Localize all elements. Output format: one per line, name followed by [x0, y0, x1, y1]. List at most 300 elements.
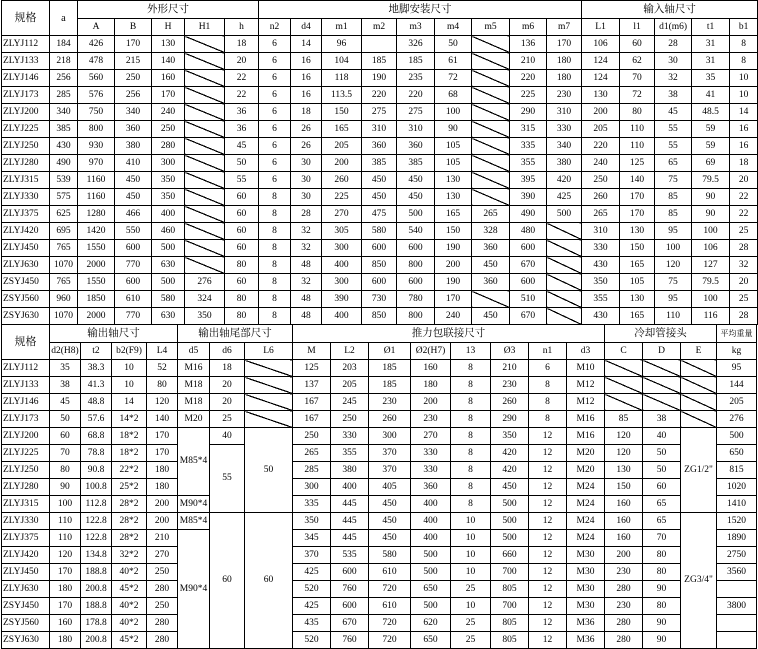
table-cell: 12: [529, 513, 567, 530]
table-cell: 230: [369, 394, 411, 411]
table-cell: 110: [50, 513, 81, 530]
table-cell: 500: [411, 598, 451, 615]
table-cell: 200: [411, 394, 451, 411]
table-cell: 80: [225, 257, 259, 274]
table-cell: 230: [411, 411, 451, 428]
table-cell: 72: [620, 87, 655, 104]
col-header: H: [152, 19, 185, 36]
table-cell: 520: [293, 632, 331, 649]
table-cell: 68: [435, 87, 472, 104]
table-cell: 395: [510, 172, 547, 189]
table-cell: 215: [115, 53, 152, 70]
table-cell: 350: [293, 513, 331, 530]
table-cell: 25: [451, 632, 491, 649]
table-cell: 425: [293, 598, 331, 615]
col-header: n2: [259, 19, 291, 36]
table-cell: 360: [472, 240, 510, 257]
table-cell: 280: [152, 138, 185, 155]
table-cell: 32: [730, 257, 758, 274]
table-cell: 600: [115, 274, 152, 291]
table-cell: 8: [259, 189, 291, 206]
table-cell: 300: [322, 240, 362, 257]
col-p3: Ø3: [491, 343, 529, 360]
table-cell: 188.8: [81, 598, 112, 615]
row-spec: ZLYJ133: [2, 377, 50, 394]
table-cell: 760: [331, 632, 369, 649]
table-cell: 310: [397, 121, 435, 138]
table-cell: 490: [50, 155, 78, 172]
table-cell: 535: [331, 547, 369, 564]
table-row: [2, 274, 758, 291]
table-cell: M30: [567, 581, 605, 598]
table-cell: 276: [185, 274, 225, 291]
table-cell: 280: [147, 581, 178, 598]
table-cell: 580: [369, 547, 411, 564]
row-spec: ZLYJ330: [2, 513, 50, 530]
table-cell: 130: [435, 172, 472, 189]
table-cell: 20: [210, 377, 245, 394]
row-spec: ZLYJ420: [2, 223, 50, 240]
table-cell: 170: [115, 36, 152, 53]
col-d6: d6: [210, 343, 245, 360]
table-cell: 8: [259, 308, 291, 325]
table-cell: 500: [491, 530, 529, 547]
table-cell: 10: [451, 564, 491, 581]
table-cell: 140: [620, 172, 655, 189]
outline-dims-header: 外形尺寸: [78, 1, 259, 19]
table-cell: 360: [115, 121, 152, 138]
table-cell: 12: [529, 615, 567, 632]
table-cell: 450: [397, 172, 435, 189]
table-cell: 32: [291, 274, 322, 291]
table-cell: 270: [411, 428, 451, 445]
table-cell: [472, 121, 510, 138]
table-cell: [185, 138, 225, 155]
table-row: [2, 206, 758, 223]
table-cell: 120: [605, 445, 643, 462]
table-cell: 28*2: [112, 496, 147, 513]
table-cell: 600: [331, 598, 369, 615]
table-cell: 180: [547, 70, 582, 87]
col-header: H1: [185, 19, 225, 36]
table-cell: 100: [435, 104, 472, 121]
table-cell: 113.5: [322, 87, 362, 104]
table-cell: [717, 632, 757, 649]
table-cell: 450: [115, 189, 152, 206]
row-spec: ZLYJ375: [2, 530, 50, 547]
table-cell: 330: [547, 121, 582, 138]
col-header: m1: [322, 19, 362, 36]
table-cell: [681, 360, 717, 377]
table-row: [2, 564, 757, 581]
table-cell: 185: [369, 360, 411, 377]
table-cell: [681, 377, 717, 394]
row-spec: ZSYJ630: [2, 632, 50, 649]
table-cell: 240: [435, 308, 472, 325]
col-l6: L6: [245, 343, 293, 360]
table-cell: 600: [397, 274, 435, 291]
table-cell: 75: [655, 274, 692, 291]
output-shaft-header: 输出轴尺寸: [50, 325, 178, 343]
table-cell: [547, 291, 582, 308]
table-cell: 1850: [78, 291, 115, 308]
table-cell: 68.8: [81, 428, 112, 445]
merged-cell: 50: [245, 428, 293, 513]
table-cell: 85: [605, 411, 643, 428]
spec-header-2: 规格: [2, 325, 50, 360]
table-cell: 8: [451, 377, 491, 394]
table-cell: 20: [225, 53, 259, 70]
col-l2: L2: [331, 343, 369, 360]
table-cell: 6: [259, 172, 291, 189]
table-cell: 350: [491, 428, 529, 445]
table-cell: [185, 53, 225, 70]
table-cell: 110: [50, 530, 81, 547]
row-spec: ZLYJ450: [2, 564, 50, 581]
row-spec: ZLYJ200: [2, 428, 50, 445]
table-cell: 750: [78, 104, 115, 121]
col-header: b1: [730, 19, 758, 36]
table-cell: 40*2: [112, 615, 147, 632]
table-cell: 1160: [78, 189, 115, 206]
table-cell: 188.8: [81, 564, 112, 581]
table-cell: 420: [491, 445, 529, 462]
table-cell: 6: [259, 138, 291, 155]
table-cell: 500: [152, 274, 185, 291]
table-cell: 105: [435, 138, 472, 155]
table-cell: 6: [529, 360, 567, 377]
row-spec: ZLYJ200: [2, 104, 50, 121]
table-row: [2, 428, 757, 445]
table-cell: 14*2: [112, 411, 147, 428]
table-cell: 130: [620, 223, 655, 240]
table-cell: 180: [147, 462, 178, 479]
table-cell: 80: [147, 377, 178, 394]
table-cell: 210: [147, 530, 178, 547]
thread-cell: M90*4: [178, 496, 210, 513]
table-cell: 445: [331, 513, 369, 530]
row-spec: ZSYJ450: [2, 274, 50, 291]
table-cell: 112.8: [81, 496, 112, 513]
table-row: [2, 377, 757, 394]
col-n1: n1: [529, 343, 567, 360]
table-cell: 18: [225, 36, 259, 53]
table-cell: 8: [451, 394, 491, 411]
table-cell: 450: [369, 496, 411, 513]
table-cell: 10: [451, 513, 491, 530]
row-spec: ZLYJ450: [2, 240, 50, 257]
table-cell: 8: [451, 411, 491, 428]
table-cell: M30: [567, 598, 605, 615]
table-cell: 100: [655, 240, 692, 257]
table-cell: 385: [362, 155, 397, 172]
table-cell: 59: [692, 121, 730, 138]
pipe-cell: ZG3/4": [681, 513, 717, 649]
table-cell: 160: [50, 615, 81, 632]
table-cell: 18: [210, 360, 245, 377]
table-cell: 32: [291, 223, 322, 240]
table-cell: 250: [147, 598, 178, 615]
table-cell: 22: [225, 70, 259, 87]
table-cell: 330: [331, 428, 369, 445]
table-row: [2, 53, 758, 70]
row-spec: ZLYJ146: [2, 394, 50, 411]
table-cell: 40*2: [112, 598, 147, 615]
table-cell: 22*2: [112, 462, 147, 479]
table-cell: 670: [510, 257, 547, 274]
table-cell: [547, 308, 582, 325]
table-cell: [185, 87, 225, 104]
table-cell: 450: [491, 479, 529, 496]
table-cell: 425: [293, 564, 331, 581]
col-header: A: [78, 19, 115, 36]
table-cell: 25: [730, 291, 758, 308]
table-cell: 60: [225, 223, 259, 240]
table-cell: 800: [397, 308, 435, 325]
merged-cell: 60: [245, 513, 293, 649]
col-header: m6: [510, 19, 547, 36]
table-cell: 127: [692, 257, 730, 274]
table-row: [2, 462, 757, 479]
table-cell: 180: [147, 479, 178, 496]
table-cell: 345: [293, 530, 331, 547]
table-row: [2, 240, 758, 257]
table-cell: 48: [291, 308, 322, 325]
table-cell: 930: [78, 138, 115, 155]
table-cell: 122.8: [81, 530, 112, 547]
table-cell: M24: [567, 513, 605, 530]
table-cell: 6: [259, 104, 291, 121]
table-cell: 2000: [78, 308, 115, 325]
table-cell: 28: [291, 206, 322, 223]
table-cell: 6: [259, 155, 291, 172]
table-cell: 310: [362, 121, 397, 138]
table-cell: 167: [293, 411, 331, 428]
table-row: [2, 632, 757, 649]
table-cell: 31: [692, 36, 730, 53]
table-cell: 400: [331, 479, 369, 496]
table-cell: 12: [529, 479, 567, 496]
table-cell: [643, 360, 681, 377]
table-cell: 14: [112, 394, 147, 411]
row-spec: ZLYJ225: [2, 445, 50, 462]
table-cell: 670: [510, 308, 547, 325]
table-cell: 105: [620, 274, 655, 291]
table-row: [2, 360, 757, 377]
table-cell: 660: [491, 547, 529, 564]
table-cell: 60: [225, 274, 259, 291]
table-cell: 360: [411, 479, 451, 496]
table-cell: 450: [397, 189, 435, 206]
table-cell: 380: [115, 138, 152, 155]
table-cell: 260: [369, 411, 411, 428]
table-cell: 190: [362, 70, 397, 87]
col-t2: t2: [81, 343, 112, 360]
table-cell: 230: [605, 564, 643, 581]
table-cell: 90: [435, 121, 472, 138]
table-cell: 430: [50, 138, 78, 155]
table-cell: 106: [692, 240, 730, 257]
table-cell: 69: [692, 155, 730, 172]
table-cell: 426: [78, 36, 115, 53]
table-cell: 22: [730, 189, 758, 206]
table-cell: 8: [529, 394, 567, 411]
table-cell: 475: [362, 206, 397, 223]
table-cell: 16: [730, 121, 758, 138]
table-cell: 96: [322, 36, 362, 53]
table-cell: 150: [605, 479, 643, 496]
table-cell: 28: [655, 36, 692, 53]
table-cell: 610: [369, 564, 411, 581]
table-cell: 10: [112, 360, 147, 377]
col-e: E: [681, 343, 717, 360]
table-cell: 106: [582, 36, 620, 53]
table-cell: 260: [322, 172, 362, 189]
table-cell: 220: [397, 87, 435, 104]
table-cell: 6: [259, 70, 291, 87]
col-l4: L4: [147, 343, 178, 360]
table-cell: 280: [605, 615, 643, 632]
table-cell: [605, 394, 643, 411]
table-cell: 970: [78, 155, 115, 172]
row-spec: ZLYJ250: [2, 462, 50, 479]
table-cell: 41.3: [81, 377, 112, 394]
table-cell: 400: [411, 513, 451, 530]
table-cell: 167: [293, 394, 331, 411]
merged-cell: 60: [210, 513, 245, 649]
table-cell: 38: [50, 377, 81, 394]
table-cell: [547, 240, 582, 257]
table-cell: 65: [643, 513, 681, 530]
table-cell: 490: [510, 206, 547, 223]
table-cell: 700: [491, 598, 529, 615]
table-cell: M16: [567, 428, 605, 445]
table-cell: 335: [510, 138, 547, 155]
table-cell: [472, 189, 510, 206]
table-cell: 200.8: [81, 632, 112, 649]
table-cell: 203: [331, 360, 369, 377]
table-cell: 218: [50, 53, 78, 70]
table-cell: 170: [547, 36, 582, 53]
table-cell: 45: [655, 104, 692, 121]
table-cell: 8: [259, 223, 291, 240]
table-cell: M24: [567, 496, 605, 513]
table-cell: 280: [605, 632, 643, 649]
table-cell: 10: [112, 377, 147, 394]
table-cell: 380: [547, 155, 582, 172]
table-cell: 120: [147, 394, 178, 411]
table-cell: M30: [567, 564, 605, 581]
table-cell: 140: [147, 411, 178, 428]
table-cell: 10: [451, 547, 491, 564]
table-cell: 10: [730, 70, 758, 87]
table-cell: 57.6: [81, 411, 112, 428]
table-cell: 805: [491, 581, 529, 598]
table-cell: 40: [643, 428, 681, 445]
table-cell: [717, 581, 757, 598]
table-cell: 200: [605, 547, 643, 564]
table-cell: M20: [178, 411, 210, 428]
table-row: [2, 530, 757, 547]
table-cell: M24: [567, 530, 605, 547]
table-cell: 170: [50, 564, 81, 581]
table-cell: 85: [655, 206, 692, 223]
table-cell: 600: [331, 564, 369, 581]
table-cell: [472, 36, 510, 53]
table-cell: 450: [362, 189, 397, 206]
table-cell: 8: [730, 53, 758, 70]
table-cell: 40: [210, 428, 245, 445]
table-row: [2, 308, 758, 325]
table-cell: 80: [620, 104, 655, 121]
table-cell: 80: [50, 462, 81, 479]
table-cell: M18: [178, 377, 210, 394]
table-cell: 390: [322, 291, 362, 308]
table-cell: 150: [322, 104, 362, 121]
table-cell: 720: [369, 581, 411, 598]
table-cell: 90.8: [81, 462, 112, 479]
table-cell: 370: [369, 445, 411, 462]
table-cell: 165: [620, 257, 655, 274]
table-cell: 340: [547, 138, 582, 155]
table-cell: 600: [397, 240, 435, 257]
table-cell: 8: [451, 479, 491, 496]
table-cell: 110: [620, 121, 655, 138]
table-cell: 45*2: [112, 581, 147, 598]
table-cell: 235: [397, 70, 435, 87]
table-cell: 500: [411, 564, 451, 581]
table-cell: 8: [451, 360, 491, 377]
table-cell: 1160: [78, 172, 115, 189]
table-cell: 140: [152, 53, 185, 70]
table-cell: 8: [451, 462, 491, 479]
table-cell: 38: [655, 87, 692, 104]
table-cell: 780: [397, 291, 435, 308]
row-spec: ZLYJ173: [2, 87, 50, 104]
table-row: [2, 445, 757, 462]
table-cell: 40*2: [112, 564, 147, 581]
table-cell: 190: [435, 240, 472, 257]
table-cell: 610: [115, 291, 152, 308]
table-cell: 355: [582, 291, 620, 308]
table-cell: 180: [50, 581, 81, 598]
table-cell: 59: [692, 138, 730, 155]
table-cell: 60: [225, 206, 259, 223]
table-cell: 60: [620, 36, 655, 53]
table-cell: [605, 360, 643, 377]
table-cell: 118: [322, 70, 362, 87]
table-cell: 185: [369, 377, 411, 394]
table-cell: 16: [291, 87, 322, 104]
merged-cell: 55: [210, 445, 245, 513]
table-row: [2, 411, 757, 428]
table-cell: 800: [78, 121, 115, 138]
table-cell: 120: [50, 547, 81, 564]
table-cell: 280: [147, 632, 178, 649]
col-13: 13: [451, 343, 491, 360]
table-cell: [185, 155, 225, 172]
table-cell: 350: [152, 172, 185, 189]
table-cell: 1890: [717, 530, 757, 547]
thrust-coupling-header: 推力包联接尺寸: [293, 325, 605, 343]
col-d5: d5: [178, 343, 210, 360]
table-row: [2, 104, 758, 121]
table-cell: 124: [582, 70, 620, 87]
table-cell: 326: [397, 36, 435, 53]
table-cell: 8: [451, 496, 491, 513]
table-cell: 80: [225, 308, 259, 325]
table-cell: 90: [643, 581, 681, 598]
